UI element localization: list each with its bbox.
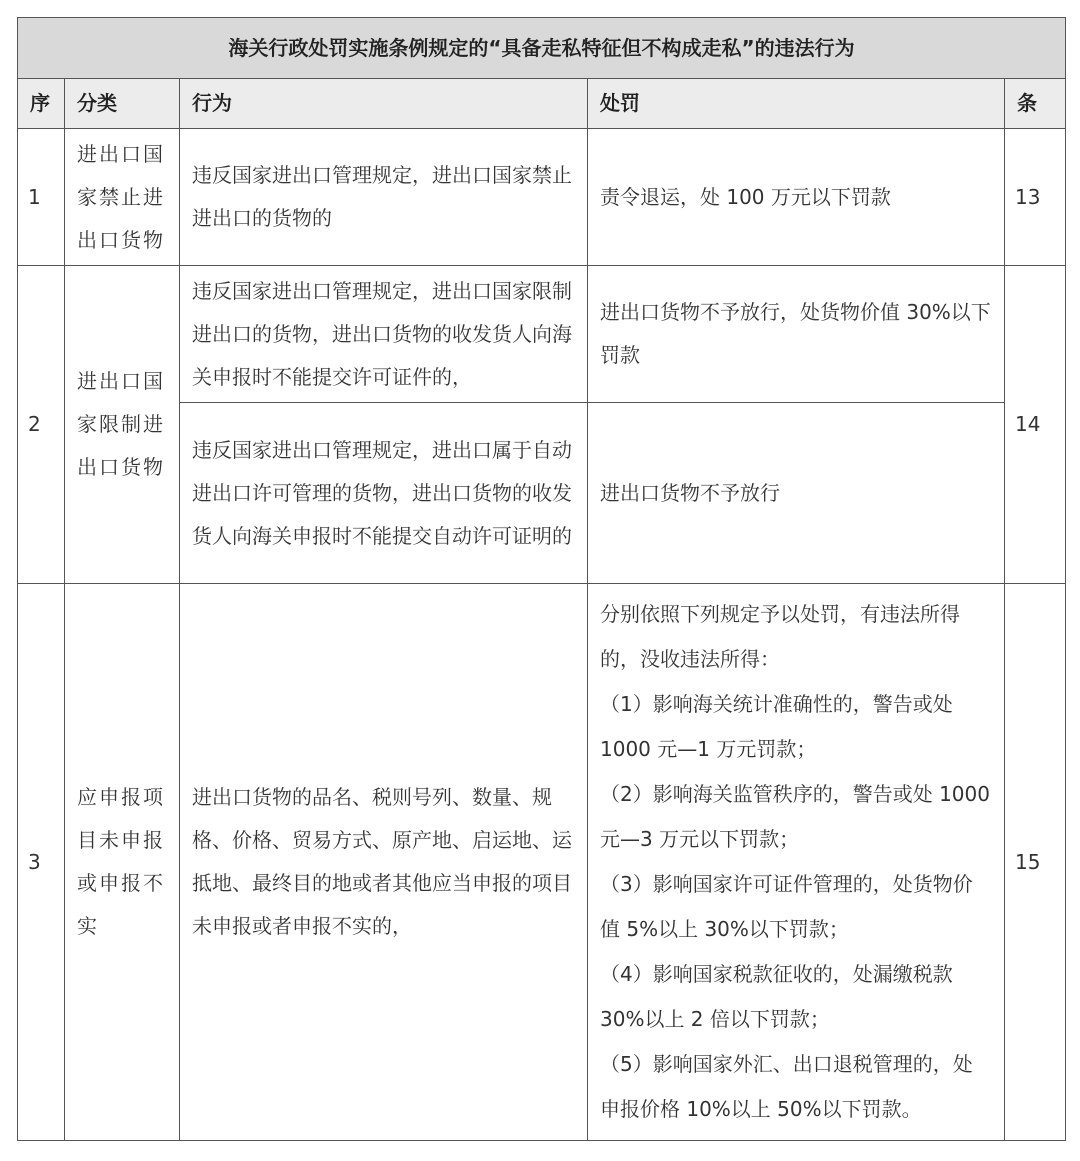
penalty-item: （2）影响海关监管秩序的，警告或处 1000 元—3 万元以下罚款； bbox=[600, 782, 990, 851]
row-penalty bbox=[588, 584, 1005, 1141]
header-row bbox=[18, 79, 1066, 129]
table-row bbox=[18, 584, 1066, 1141]
row-article: 15 bbox=[1005, 584, 1066, 1141]
category-line: 或申报不 bbox=[77, 871, 165, 895]
row-behavior: 违反国家进出口管理规定，进出口属于自动进出口许可管理的货物，进出口货物的收发货人向海关申报时不能提交自动许可证明的 bbox=[180, 403, 588, 584]
header-category: 分类 bbox=[65, 79, 180, 129]
header-behavior: 行为 bbox=[180, 79, 588, 129]
row-number: 3 bbox=[18, 584, 65, 1141]
table-title: 海关行政处罚实施条例规定的“具备走私特征但不构成走私”的违法行为 bbox=[18, 18, 1066, 79]
category-line: 出口货物 bbox=[77, 455, 165, 479]
row-penalty: 进出口货物不予放行 bbox=[588, 403, 1005, 584]
table-row bbox=[18, 129, 1066, 266]
row-behavior: 进出口货物的品名、税则号列、数量、规格、价格、贸易方式、原产地、启运地、运抵地、最终目的地或者其他应当申报的项目未申报或者申报不实的， bbox=[180, 584, 588, 1141]
row-behavior: 违反国家进出口管理规定，进出口国家禁止进出口的货物的 bbox=[180, 129, 588, 266]
penalty-item: （1）影响海关统计准确性的，警告或处 1000 元—1 万元罚款； bbox=[600, 692, 953, 761]
row-category bbox=[65, 266, 180, 584]
category-line: 实 bbox=[77, 914, 99, 938]
row-number: 1 bbox=[18, 129, 65, 266]
header-penalty: 处罚 bbox=[588, 79, 1005, 129]
category-line: 出口货物 bbox=[77, 227, 165, 252]
row-article: 13 bbox=[1005, 129, 1066, 266]
row-penalty: 责令退运，处 100 万元以下罚款 bbox=[588, 129, 1005, 266]
row-category bbox=[65, 129, 180, 266]
row-behavior: 违反国家进出口管理规定，进出口国家限制进出口的货物，进出口货物的收发货人向海关申报时不能提交许可证件的， bbox=[180, 266, 588, 403]
category-line: 进出口国 bbox=[77, 369, 165, 393]
row-article: 14 bbox=[1005, 266, 1066, 584]
penalty-item: （3）影响国家许可证件管理的，处货物价值 5%以上 30%以下罚款； bbox=[600, 872, 973, 941]
penalty-item: （4）影响国家税款征收的，处漏缴税款 30%以上 2 倍以下罚款； bbox=[600, 962, 953, 1031]
category-line: 目未申报 bbox=[77, 828, 165, 852]
header-article: 条 bbox=[1005, 79, 1066, 129]
table-row bbox=[18, 266, 1066, 403]
penalty-intro: 分别依照下列规定予以处罚，有违法所得的，没收违法所得： bbox=[600, 602, 960, 671]
category-line: 家禁止进 bbox=[77, 184, 165, 209]
violations-table bbox=[17, 17, 1066, 1141]
category-line: 家限制进 bbox=[77, 412, 165, 436]
row-number: 2 bbox=[18, 266, 65, 584]
penalty-item: （5）影响国家外汇、出口退税管理的，处申报价格 10%以上 50%以下罚款。 bbox=[600, 1052, 973, 1121]
category-line: 应申报项 bbox=[77, 785, 165, 809]
row-category bbox=[65, 584, 180, 1141]
category-line: 进出口国 bbox=[77, 141, 165, 166]
header-no: 序 bbox=[18, 79, 65, 129]
row-penalty: 进出口货物不予放行，处货物价值 30%以下罚款 bbox=[588, 266, 1005, 403]
